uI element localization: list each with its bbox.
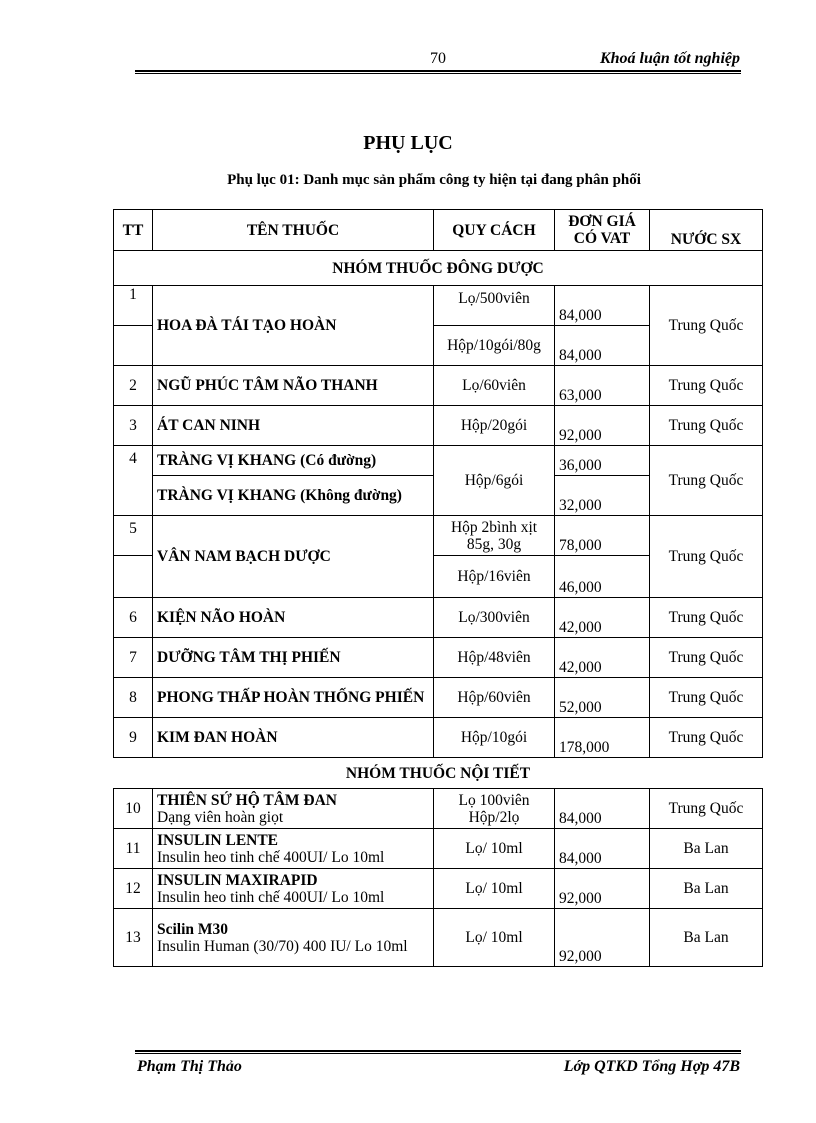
cell-country: Ba Lan (650, 829, 763, 869)
product-name: Scilin M30 (157, 920, 229, 938)
cell-price: 78,000 (555, 516, 650, 556)
cell-price: 42,000 (555, 638, 650, 678)
product-description: Insulin heo tinh chế 400UI/ Lo 10ml (157, 848, 385, 866)
cell-country: Trung Quốc (650, 789, 763, 829)
cell-name: NGŨ PHÚC TÂM NÃO THANH (153, 366, 434, 406)
footer-author: Phạm Thị Thảo (137, 1058, 242, 1075)
footer-class: Lớp QTKD Tổng Hợp 47B (563, 1058, 740, 1075)
table-row (114, 829, 763, 869)
cell-country: Trung Quốc (650, 366, 763, 406)
group-row (114, 758, 763, 789)
cell-spec: Hộp/60viên (434, 678, 555, 718)
cell-spec: Lọ/ 10ml (434, 869, 555, 909)
table-row (114, 718, 763, 758)
cell-country: Ba Lan (650, 869, 763, 909)
table-row (114, 909, 763, 967)
table-row (114, 516, 763, 556)
cell-tt: 12 (114, 869, 153, 909)
cell-price: 36,000 (555, 446, 650, 476)
cell-price: 52,000 (555, 678, 650, 718)
header-price-line2: CÓ VAT (573, 230, 631, 247)
cell-price: 178,000 (555, 718, 650, 758)
cell-spec: Lọ/60viên (434, 366, 555, 406)
cell-country: Trung Quốc (650, 446, 763, 516)
cell-tt: 11 (114, 829, 153, 869)
header-country: NƯỚC SX (650, 210, 763, 251)
header-tt: TT (114, 210, 153, 251)
group-label: NHÓM THUỐC NỘI TIẾT (114, 758, 763, 789)
cell-tt: 3 (114, 406, 153, 446)
footer-rule-thin (135, 1053, 741, 1054)
cell-tt: 6 (114, 598, 153, 638)
product-description: Insulin Human (30/70) 400 IU/ Lo 10ml (157, 937, 408, 955)
cell-country: Trung Quốc (650, 598, 763, 638)
cell-price: 42,000 (555, 598, 650, 638)
cell-spec: Lọ/500viên (434, 286, 555, 326)
footer-rule (135, 1050, 741, 1052)
cell-tt: 10 (114, 789, 153, 829)
header-name: TÊN THUỐC (153, 210, 434, 251)
cell-tt: 9 (114, 718, 153, 758)
product-description: Dạng viên hoàn giọt (157, 808, 284, 826)
cell-price: 63,000 (555, 366, 650, 406)
cell-spec: Hộp/48viên (434, 638, 555, 678)
group-label: NHÓM THUỐC ĐÔNG DƯỢC (114, 251, 763, 286)
cell-spec: Hộp/10gói/80g (434, 326, 555, 366)
cell-name: ÁT CAN NINH (153, 406, 434, 446)
cell-price: 92,000 (555, 869, 650, 909)
table-row (114, 406, 763, 446)
cell-spec: Lọ/300viên (434, 598, 555, 638)
cell-name: KIỆN NÃO HOÀN (153, 598, 434, 638)
cell-name: TRÀNG VỊ KHANG (Không đường) (153, 476, 434, 516)
cell-country: Trung Quốc (650, 638, 763, 678)
cell-country: Trung Quốc (650, 286, 763, 366)
cell-country: Trung Quốc (650, 678, 763, 718)
product-name: INSULIN MAXIRAPID (157, 871, 318, 889)
cell-spec: Hộp/6gói (434, 446, 555, 516)
cell-country: Trung Quốc (650, 406, 763, 446)
cell-price: 32,000 (555, 476, 650, 516)
cell-country: Trung Quốc (650, 718, 763, 758)
cell-name: TRÀNG VỊ KHANG (Có đường) (153, 446, 434, 476)
cell-name: VÂN NAM BẠCH DƯỢC (153, 516, 434, 598)
table-row (114, 869, 763, 909)
cell-spec: Hộp/16viên (434, 556, 555, 598)
page-number: 70 (430, 50, 446, 67)
cell-spec: Hộp/20gói (434, 406, 555, 446)
cell-name (153, 909, 434, 967)
cell-name: HOA ĐÀ TÁI TẠO HOÀN (153, 286, 434, 366)
cell-name (153, 869, 434, 909)
cell-tt-empty (114, 556, 153, 598)
cell-price: 92,000 (555, 909, 650, 967)
product-name: THIÊN SỨ HỘ TÂM ĐAN (157, 791, 337, 809)
cell-tt: 4 (114, 446, 153, 516)
cell-spec: Lọ/ 10ml (434, 909, 555, 967)
cell-tt: 8 (114, 678, 153, 718)
table-row (114, 286, 763, 326)
table-row (114, 446, 763, 476)
cell-price: 46,000 (555, 556, 650, 598)
cell-name: DƯỠNG TÂM THỊ PHIẾN (153, 638, 434, 678)
cell-price: 84,000 (555, 286, 650, 326)
cell-tt-empty (114, 326, 153, 366)
table-row (114, 638, 763, 678)
spec-line: Lọ 100viên (458, 791, 530, 809)
header-title: Khoá luận tốt nghiệp (599, 50, 740, 67)
cell-country: Ba Lan (650, 909, 763, 967)
cell-spec: Hộp/10gói (434, 718, 555, 758)
header-rule (135, 70, 741, 72)
group-row (114, 251, 763, 286)
cell-price: 84,000 (555, 789, 650, 829)
cell-spec (434, 789, 555, 829)
cell-tt: 1 (114, 286, 153, 326)
header-rule-thin (135, 73, 741, 74)
table-row (114, 789, 763, 829)
header-price-line1: ĐƠN GIÁ (568, 213, 636, 230)
cell-tt: 2 (114, 366, 153, 406)
cell-name (153, 789, 434, 829)
cell-country: Trung Quốc (650, 516, 763, 598)
table-header-row (114, 210, 763, 251)
table-row (114, 598, 763, 638)
cell-price: 92,000 (555, 406, 650, 446)
cell-tt: 5 (114, 516, 153, 556)
table-row (114, 366, 763, 406)
header-spec: QUY CÁCH (434, 210, 555, 251)
cell-name: KIM ĐAN HOÀN (153, 718, 434, 758)
cell-price: 84,000 (555, 829, 650, 869)
table-row (114, 678, 763, 718)
cell-tt: 13 (114, 909, 153, 967)
header-price (555, 210, 650, 251)
cell-tt: 7 (114, 638, 153, 678)
cell-name: PHONG THẤP HOÀN THỐNG PHIẾN (153, 678, 434, 718)
cell-spec: Hộp 2bình xịt 85g, 30g (434, 516, 555, 556)
cell-name (153, 829, 434, 869)
appendix-subtitle: Phụ lục 01: Danh mục sản phẩm công ty hiện tại đang phân phối (227, 172, 641, 188)
product-name: INSULIN LENTE (157, 831, 279, 849)
cell-spec: Lọ/ 10ml (434, 829, 555, 869)
product-table (113, 209, 763, 967)
cell-price: 84,000 (555, 326, 650, 366)
product-description: Insulin heo tinh chế 400UI/ Lo 10ml (157, 888, 385, 906)
appendix-title: PHỤ LỤC (363, 132, 453, 154)
spec-line: Hộp/2lọ (468, 808, 520, 826)
